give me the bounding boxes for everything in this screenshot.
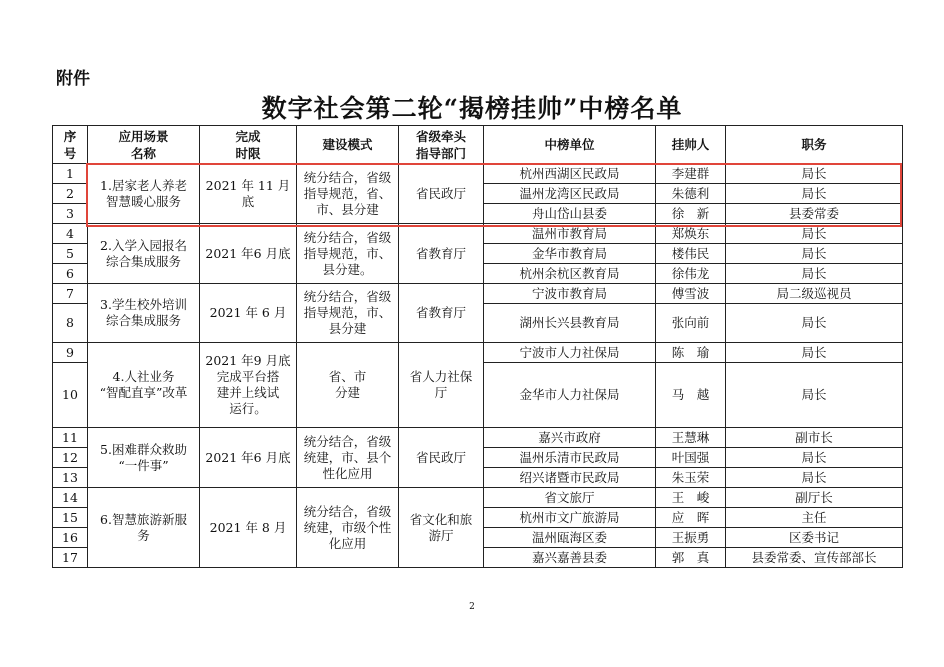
unit-cell: 舟山岱山县委 (484, 204, 656, 224)
position-cell: 局二级巡视员 (726, 284, 903, 304)
header-unit: 中榜单位 (484, 126, 656, 164)
position-cell: 区委书记 (726, 528, 903, 548)
person-cell: 王 峻 (656, 488, 726, 508)
person-cell: 王慧琳 (656, 428, 726, 448)
position-cell: 主任 (726, 508, 903, 528)
mode-cell: 统分结合，省级 指导规范，省、 市、县分建 (297, 164, 399, 224)
person-cell: 应 晖 (656, 508, 726, 528)
scenario-cell: 2.入学入园报名 综合集成服务 (88, 224, 200, 284)
deadline-cell: 2021 年6 月底 (200, 224, 297, 284)
winner-list-table (52, 125, 903, 568)
header-deadline: 完成 时限 (200, 126, 297, 164)
page-number: 2 (469, 602, 475, 612)
dept-cell: 省人力社保 厅 (399, 343, 484, 428)
table-row (53, 284, 903, 304)
unit-cell: 宁波市教育局 (484, 284, 656, 304)
position-cell: 副市长 (726, 428, 903, 448)
table-row (53, 488, 903, 508)
deadline-cell: 2021 年 8 月 (200, 488, 297, 568)
mode-cell: 统分结合，省级 指导规范，市、 县分建 (297, 284, 399, 343)
row-seq: 17 (53, 548, 88, 568)
person-cell: 郑焕东 (656, 224, 726, 244)
position-cell: 局长 (726, 164, 903, 184)
scenario-cell: 1.居家老人养老 智慧暖心服务 (88, 164, 200, 224)
position-cell: 局长 (726, 184, 903, 204)
unit-cell: 绍兴诸暨市民政局 (484, 468, 656, 488)
person-cell: 王振勇 (656, 528, 726, 548)
deadline-cell: 2021 年 11 月 底 (200, 164, 297, 224)
table-row (53, 428, 903, 448)
row-seq: 1 (53, 164, 88, 184)
row-seq: 6 (53, 264, 88, 284)
position-cell: 局长 (726, 448, 903, 468)
position-cell: 局长 (726, 468, 903, 488)
position-cell: 局长 (726, 304, 903, 343)
unit-cell: 温州乐清市民政局 (484, 448, 656, 468)
unit-cell: 宁波市人力社保局 (484, 343, 656, 363)
row-seq: 2 (53, 184, 88, 204)
person-cell: 李建群 (656, 164, 726, 184)
dept-cell: 省文化和旅 游厅 (399, 488, 484, 568)
person-cell: 徐 新 (656, 204, 726, 224)
header-row (53, 126, 903, 164)
header-seq: 序 号 (53, 126, 88, 164)
appendix-label: 附件 (56, 69, 90, 89)
deadline-cell: 2021 年 6 月 (200, 284, 297, 343)
row-seq: 10 (53, 363, 88, 428)
person-cell: 叶国强 (656, 448, 726, 468)
person-cell: 楼伟民 (656, 244, 726, 264)
dept-cell: 省教育厅 (399, 224, 484, 284)
row-seq: 8 (53, 304, 88, 343)
unit-cell: 嘉兴市政府 (484, 428, 656, 448)
unit-cell: 嘉兴嘉善县委 (484, 548, 656, 568)
person-cell: 张向前 (656, 304, 726, 343)
header-position: 职务 (726, 126, 903, 164)
position-cell: 局长 (726, 363, 903, 428)
unit-cell: 温州龙湾区民政局 (484, 184, 656, 204)
row-seq: 13 (53, 468, 88, 488)
row-seq: 16 (53, 528, 88, 548)
row-seq: 9 (53, 343, 88, 363)
scenario-cell: 5.困难群众救助 “一件事” (88, 428, 200, 488)
dept-cell: 省民政厅 (399, 428, 484, 488)
position-cell: 局长 (726, 264, 903, 284)
person-cell: 徐伟龙 (656, 264, 726, 284)
unit-cell: 金华市教育局 (484, 244, 656, 264)
dept-cell: 省教育厅 (399, 284, 484, 343)
position-cell: 局长 (726, 343, 903, 363)
table-row (53, 224, 903, 244)
row-seq: 4 (53, 224, 88, 244)
unit-cell: 杭州西湖区民政局 (484, 164, 656, 184)
dept-cell: 省民政厅 (399, 164, 484, 224)
person-cell: 陈 瑜 (656, 343, 726, 363)
document-title: 数字社会第二轮“揭榜挂帅”中榜名单 (261, 94, 683, 123)
header-scenario: 应用场景 名称 (88, 126, 200, 164)
person-cell: 朱德利 (656, 184, 726, 204)
mode-cell: 省、市 分建 (297, 343, 399, 428)
scenario-cell: 4.人社业务 “智配直享”改革 (88, 343, 200, 428)
table-row (53, 343, 903, 363)
person-cell: 傅雪波 (656, 284, 726, 304)
deadline-cell: 2021 年6 月底 (200, 428, 297, 488)
table-row (53, 164, 903, 184)
header-person: 挂帅人 (656, 126, 726, 164)
person-cell: 郭 真 (656, 548, 726, 568)
unit-cell: 温州市教育局 (484, 224, 656, 244)
row-seq: 11 (53, 428, 88, 448)
mode-cell: 统分结合，省级 统建，市、县个 性化应用 (297, 428, 399, 488)
unit-cell: 省文旅厅 (484, 488, 656, 508)
row-seq: 3 (53, 204, 88, 224)
row-seq: 14 (53, 488, 88, 508)
row-seq: 12 (53, 448, 88, 468)
header-dept: 省级牵头 指导部门 (399, 126, 484, 164)
position-cell: 副厅长 (726, 488, 903, 508)
position-cell: 局长 (726, 244, 903, 264)
unit-cell: 温州瓯海区委 (484, 528, 656, 548)
mode-cell: 统分结合，省级 统建，市级个性 化应用 (297, 488, 399, 568)
row-seq: 15 (53, 508, 88, 528)
scenario-cell: 6.智慧旅游新服 务 (88, 488, 200, 568)
unit-cell: 杭州余杭区教育局 (484, 264, 656, 284)
unit-cell: 金华市人力社保局 (484, 363, 656, 428)
person-cell: 马 越 (656, 363, 726, 428)
header-mode: 建设模式 (297, 126, 399, 164)
scenario-cell: 3.学生校外培训 综合集成服务 (88, 284, 200, 343)
position-cell: 县委常委 (726, 204, 903, 224)
row-seq: 7 (53, 284, 88, 304)
unit-cell: 湖州长兴县教育局 (484, 304, 656, 343)
deadline-cell: 2021 年9 月底 完成平台搭 建并上线试 运行。 (200, 343, 297, 428)
row-seq: 5 (53, 244, 88, 264)
person-cell: 朱玉荣 (656, 468, 726, 488)
mode-cell: 统分结合，省级 指导规范，市、 县分建。 (297, 224, 399, 284)
position-cell: 局长 (726, 224, 903, 244)
unit-cell: 杭州市文广旅游局 (484, 508, 656, 528)
position-cell: 县委常委、宣传部部长 (726, 548, 903, 568)
